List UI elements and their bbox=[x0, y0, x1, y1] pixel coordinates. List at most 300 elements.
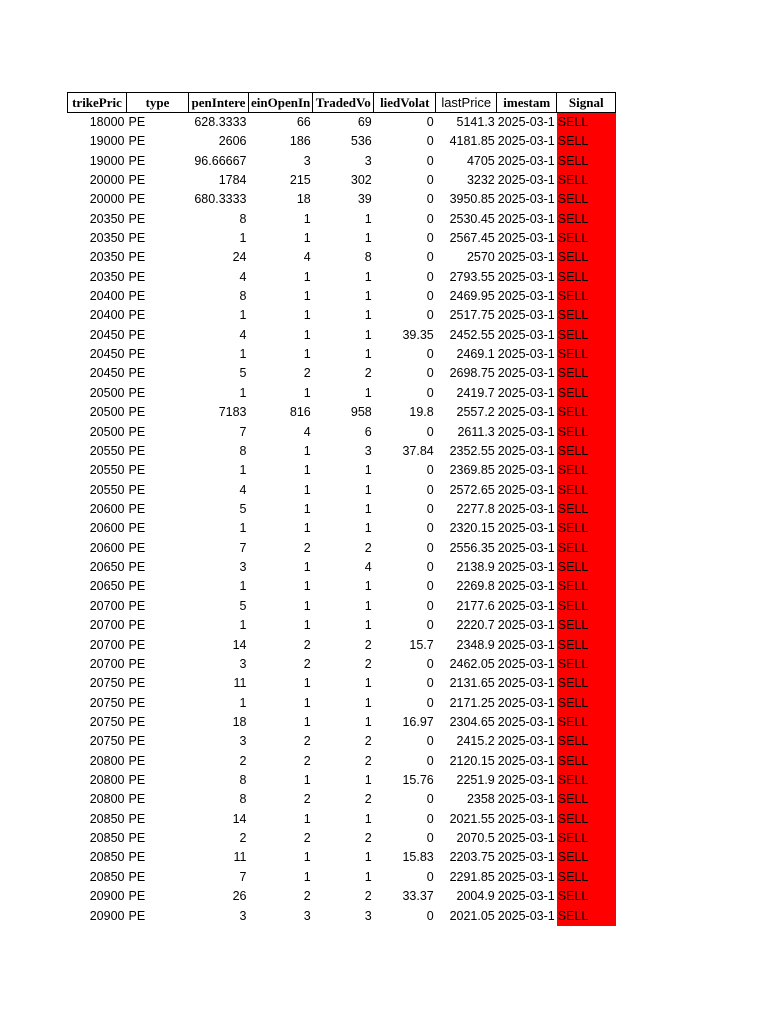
strike-price-cell[interactable]: 19000 bbox=[89, 153, 125, 168]
strike-price-cell[interactable]: 20900 bbox=[89, 889, 125, 904]
traded-volume-cell[interactable]: 1 bbox=[364, 463, 372, 478]
last-price-cell[interactable]: 2419.7 bbox=[456, 385, 495, 400]
implied-volatility-cell[interactable]: 0 bbox=[426, 308, 434, 323]
last-price-cell[interactable]: 2358 bbox=[466, 792, 495, 807]
strike-price-cell[interactable]: 20450 bbox=[89, 366, 125, 381]
traded-volume-cell[interactable]: 2 bbox=[364, 753, 372, 768]
open-interest-cell[interactable]: 3 bbox=[239, 734, 247, 749]
type-cell[interactable]: PE bbox=[128, 250, 146, 265]
strike-price-cell[interactable]: 20850 bbox=[89, 811, 125, 826]
signal-cell[interactable]: SELL bbox=[557, 693, 616, 712]
open-interest-cell[interactable]: 5 bbox=[239, 502, 247, 516]
strike-price-cell[interactable]: 20350 bbox=[89, 250, 125, 265]
traded-volume-cell[interactable]: 1 bbox=[364, 714, 372, 729]
type-cell[interactable]: PE bbox=[128, 734, 146, 749]
implied-volatility-cell[interactable]: 0 bbox=[426, 908, 434, 923]
change-oi-cell[interactable]: 1 bbox=[303, 618, 311, 633]
timestamp-cell[interactable]: 2025-03-1 bbox=[497, 869, 555, 884]
open-interest-cell[interactable]: 7183 bbox=[218, 405, 247, 420]
signal-cell[interactable]: SELL bbox=[557, 268, 616, 287]
traded-volume-cell[interactable]: 3 bbox=[364, 443, 372, 458]
strike-price-cell[interactable]: 20550 bbox=[89, 443, 125, 458]
last-price-cell[interactable]: 2557.2 bbox=[456, 405, 495, 420]
strike-price-cell[interactable]: 20850 bbox=[89, 831, 125, 846]
traded-volume-cell[interactable]: 1 bbox=[364, 618, 372, 633]
implied-volatility-cell[interactable]: 0 bbox=[426, 172, 434, 187]
strike-price-cell[interactable]: 20350 bbox=[89, 269, 125, 284]
traded-volume-cell[interactable]: 2 bbox=[364, 656, 372, 671]
type-cell[interactable]: PE bbox=[128, 540, 146, 555]
last-price-cell[interactable]: 2131.65 bbox=[449, 676, 495, 691]
change-oi-cell[interactable]: 1 bbox=[303, 482, 311, 497]
type-cell[interactable]: PE bbox=[128, 695, 146, 710]
last-price-cell[interactable]: 2530.45 bbox=[449, 211, 495, 226]
open-interest-cell[interactable]: 1 bbox=[239, 385, 247, 400]
type-cell[interactable]: PE bbox=[128, 269, 146, 284]
implied-volatility-cell[interactable]: 0 bbox=[426, 618, 434, 633]
implied-volatility-cell[interactable]: 0 bbox=[426, 289, 434, 304]
change-oi-cell[interactable]: 1 bbox=[303, 502, 311, 516]
implied-volatility-cell[interactable]: 15.83 bbox=[402, 850, 434, 865]
type-cell[interactable]: PE bbox=[128, 424, 146, 439]
implied-volatility-cell[interactable]: 37.84 bbox=[402, 443, 434, 458]
last-price-cell[interactable]: 4181.85 bbox=[449, 134, 495, 149]
traded-volume-cell[interactable]: 1 bbox=[364, 385, 372, 400]
signal-cell[interactable]: SELL bbox=[557, 190, 616, 209]
traded-volume-cell[interactable]: 1 bbox=[364, 269, 372, 284]
last-price-cell[interactable]: 2220.7 bbox=[456, 618, 495, 633]
implied-volatility-cell[interactable]: 0 bbox=[426, 115, 434, 129]
implied-volatility-cell[interactable]: 0 bbox=[426, 192, 434, 207]
type-cell[interactable]: PE bbox=[128, 773, 146, 788]
open-interest-cell[interactable]: 3 bbox=[239, 656, 247, 671]
signal-cell[interactable]: SELL bbox=[557, 461, 616, 480]
timestamp-cell[interactable]: 2025-03-1 bbox=[497, 753, 555, 768]
strike-price-cell[interactable]: 20900 bbox=[89, 908, 125, 923]
implied-volatility-cell[interactable]: 0 bbox=[426, 656, 434, 671]
open-interest-cell[interactable]: 1 bbox=[239, 521, 247, 536]
timestamp-cell[interactable]: 2025-03-1 bbox=[497, 366, 555, 381]
type-cell[interactable]: PE bbox=[128, 482, 146, 497]
traded-volume-cell[interactable]: 8 bbox=[364, 250, 372, 265]
signal-cell[interactable]: SELL bbox=[557, 113, 616, 133]
timestamp-cell[interactable]: 2025-03-1 bbox=[497, 115, 555, 129]
last-price-cell[interactable]: 3232 bbox=[466, 172, 495, 187]
timestamp-cell[interactable]: 2025-03-1 bbox=[497, 502, 555, 516]
type-cell[interactable]: PE bbox=[128, 579, 146, 594]
type-cell[interactable]: PE bbox=[128, 115, 146, 129]
signal-cell[interactable]: SELL bbox=[557, 558, 616, 577]
open-interest-cell[interactable]: 1 bbox=[239, 463, 247, 478]
strike-price-cell[interactable]: 20700 bbox=[89, 598, 125, 613]
change-oi-cell[interactable]: 1 bbox=[303, 230, 311, 245]
last-price-cell[interactable]: 2369.85 bbox=[449, 463, 495, 478]
signal-cell[interactable]: SELL bbox=[557, 635, 616, 654]
last-price-cell[interactable]: 2517.75 bbox=[449, 308, 495, 323]
open-interest-cell[interactable]: 1 bbox=[239, 695, 247, 710]
signal-cell[interactable]: SELL bbox=[557, 597, 616, 616]
open-interest-cell[interactable]: 3 bbox=[239, 908, 247, 923]
signal-cell[interactable]: SELL bbox=[557, 829, 616, 848]
strike-price-cell[interactable]: 20600 bbox=[89, 540, 125, 555]
traded-volume-cell[interactable]: 1 bbox=[364, 289, 372, 304]
signal-cell[interactable]: SELL bbox=[557, 539, 616, 558]
change-oi-cell[interactable]: 1 bbox=[303, 521, 311, 536]
signal-cell[interactable]: SELL bbox=[557, 713, 616, 732]
timestamp-cell[interactable]: 2025-03-1 bbox=[497, 521, 555, 536]
timestamp-cell[interactable]: 2025-03-1 bbox=[497, 618, 555, 633]
strike-price-cell[interactable]: 19000 bbox=[89, 134, 125, 149]
open-interest-cell[interactable]: 5 bbox=[239, 598, 247, 613]
open-interest-cell[interactable]: 1 bbox=[239, 579, 247, 594]
signal-cell[interactable]: SELL bbox=[557, 171, 616, 190]
open-interest-cell[interactable]: 7 bbox=[239, 869, 247, 884]
traded-volume-cell[interactable]: 2 bbox=[364, 540, 372, 555]
type-cell[interactable]: PE bbox=[128, 405, 146, 420]
timestamp-cell[interactable]: 2025-03-1 bbox=[497, 714, 555, 729]
open-interest-cell[interactable]: 3 bbox=[239, 560, 247, 575]
timestamp-cell[interactable]: 2025-03-1 bbox=[497, 289, 555, 304]
header-change-in-open-interest[interactable]: einOpenIn bbox=[249, 93, 313, 113]
traded-volume-cell[interactable]: 2 bbox=[364, 831, 372, 846]
type-cell[interactable]: PE bbox=[128, 831, 146, 846]
last-price-cell[interactable]: 2462.05 bbox=[449, 656, 495, 671]
type-cell[interactable]: PE bbox=[128, 850, 146, 865]
traded-volume-cell[interactable]: 958 bbox=[350, 405, 372, 420]
type-cell[interactable]: PE bbox=[128, 908, 146, 923]
timestamp-cell[interactable]: 2025-03-1 bbox=[497, 424, 555, 439]
open-interest-cell[interactable]: 628.3333 bbox=[194, 115, 247, 129]
last-price-cell[interactable]: 2567.45 bbox=[449, 230, 495, 245]
traded-volume-cell[interactable]: 1 bbox=[364, 347, 372, 362]
implied-volatility-cell[interactable]: 0 bbox=[426, 347, 434, 362]
traded-volume-cell[interactable]: 1 bbox=[364, 579, 372, 594]
change-oi-cell[interactable]: 1 bbox=[303, 385, 311, 400]
traded-volume-cell[interactable]: 69 bbox=[357, 115, 372, 129]
open-interest-cell[interactable]: 26 bbox=[232, 889, 247, 904]
change-oi-cell[interactable]: 1 bbox=[303, 463, 311, 478]
open-interest-cell[interactable]: 7 bbox=[239, 540, 247, 555]
open-interest-cell[interactable]: 11 bbox=[233, 676, 247, 691]
strike-price-cell[interactable]: 20750 bbox=[89, 714, 125, 729]
open-interest-cell[interactable]: 14 bbox=[232, 811, 247, 826]
change-oi-cell[interactable]: 1 bbox=[303, 773, 311, 788]
timestamp-cell[interactable]: 2025-03-1 bbox=[497, 579, 555, 594]
change-oi-cell[interactable]: 1 bbox=[303, 443, 311, 458]
traded-volume-cell[interactable]: 2 bbox=[364, 637, 372, 652]
timestamp-cell[interactable]: 2025-03-1 bbox=[497, 598, 555, 613]
implied-volatility-cell[interactable]: 0 bbox=[426, 579, 434, 594]
timestamp-cell[interactable]: 2025-03-1 bbox=[497, 676, 555, 691]
implied-volatility-cell[interactable]: 15.76 bbox=[402, 773, 434, 788]
signal-cell[interactable]: SELL bbox=[557, 655, 616, 674]
change-oi-cell[interactable]: 4 bbox=[303, 424, 311, 439]
strike-price-cell[interactable]: 20500 bbox=[89, 424, 125, 439]
open-interest-cell[interactable]: 8 bbox=[239, 773, 247, 788]
implied-volatility-cell[interactable]: 0 bbox=[426, 211, 434, 226]
open-interest-cell[interactable]: 7 bbox=[239, 424, 247, 439]
type-cell[interactable]: PE bbox=[128, 869, 146, 884]
signal-cell[interactable]: SELL bbox=[557, 422, 616, 441]
implied-volatility-cell[interactable]: 0 bbox=[426, 134, 434, 149]
implied-volatility-cell[interactable]: 39.35 bbox=[402, 327, 434, 342]
last-price-cell[interactable]: 5141.3 bbox=[456, 115, 495, 129]
type-cell[interactable]: PE bbox=[128, 792, 146, 807]
open-interest-cell[interactable]: 1 bbox=[239, 347, 247, 362]
implied-volatility-cell[interactable]: 0 bbox=[426, 424, 434, 439]
type-cell[interactable]: PE bbox=[128, 347, 146, 362]
traded-volume-cell[interactable]: 1 bbox=[364, 773, 372, 788]
type-cell[interactable]: PE bbox=[128, 134, 146, 149]
last-price-cell[interactable]: 2203.75 bbox=[449, 850, 495, 865]
timestamp-cell[interactable]: 2025-03-1 bbox=[497, 482, 555, 497]
signal-cell[interactable]: SELL bbox=[557, 752, 616, 771]
change-oi-cell[interactable]: 2 bbox=[303, 831, 311, 846]
traded-volume-cell[interactable]: 4 bbox=[364, 560, 372, 575]
strike-price-cell[interactable]: 20800 bbox=[89, 773, 125, 788]
traded-volume-cell[interactable]: 2 bbox=[364, 889, 372, 904]
header-signal[interactable]: Signal bbox=[557, 93, 616, 113]
type-cell[interactable]: PE bbox=[128, 289, 146, 304]
strike-price-cell[interactable]: 20800 bbox=[89, 753, 125, 768]
last-price-cell[interactable]: 2611.3 bbox=[457, 424, 495, 439]
traded-volume-cell[interactable]: 1 bbox=[364, 327, 372, 342]
signal-cell[interactable]: SELL bbox=[557, 151, 616, 170]
open-interest-cell[interactable]: 1 bbox=[239, 618, 247, 633]
change-oi-cell[interactable]: 1 bbox=[303, 869, 311, 884]
strike-price-cell[interactable]: 20750 bbox=[89, 695, 125, 710]
timestamp-cell[interactable]: 2025-03-1 bbox=[497, 443, 555, 458]
signal-cell[interactable]: SELL bbox=[557, 577, 616, 596]
header-type[interactable]: type bbox=[127, 93, 189, 113]
last-price-cell[interactable]: 2698.75 bbox=[449, 366, 495, 381]
change-oi-cell[interactable]: 2 bbox=[303, 366, 311, 381]
signal-cell[interactable]: SELL bbox=[557, 480, 616, 499]
timestamp-cell[interactable]: 2025-03-1 bbox=[497, 269, 555, 284]
timestamp-cell[interactable]: 2025-03-1 bbox=[497, 463, 555, 478]
change-oi-cell[interactable]: 2 bbox=[303, 889, 311, 904]
implied-volatility-cell[interactable]: 0 bbox=[426, 598, 434, 613]
type-cell[interactable]: PE bbox=[128, 753, 146, 768]
last-price-cell[interactable]: 2070.5 bbox=[456, 831, 495, 846]
last-price-cell[interactable]: 2348.9 bbox=[456, 637, 495, 652]
last-price-cell[interactable]: 2556.35 bbox=[449, 540, 495, 555]
timestamp-cell[interactable]: 2025-03-1 bbox=[497, 831, 555, 846]
strike-price-cell[interactable]: 20650 bbox=[89, 579, 125, 594]
implied-volatility-cell[interactable]: 16.97 bbox=[402, 714, 434, 729]
strike-price-cell[interactable]: 18000 bbox=[89, 115, 125, 129]
change-oi-cell[interactable]: 1 bbox=[303, 714, 311, 729]
traded-volume-cell[interactable]: 1 bbox=[364, 521, 372, 536]
implied-volatility-cell[interactable]: 0 bbox=[426, 831, 434, 846]
signal-cell[interactable]: SELL bbox=[557, 519, 616, 538]
last-price-cell[interactable]: 2452.55 bbox=[449, 327, 495, 342]
open-interest-cell[interactable]: 1784 bbox=[218, 172, 247, 187]
traded-volume-cell[interactable]: 1 bbox=[364, 230, 372, 245]
signal-cell[interactable]: SELL bbox=[557, 384, 616, 403]
traded-volume-cell[interactable]: 1 bbox=[364, 502, 372, 516]
timestamp-cell[interactable]: 2025-03-1 bbox=[497, 211, 555, 226]
open-interest-cell[interactable]: 18 bbox=[232, 714, 247, 729]
strike-price-cell[interactable]: 20450 bbox=[89, 347, 125, 362]
header-implied-volatility[interactable]: liedVolat bbox=[374, 93, 436, 113]
timestamp-cell[interactable]: 2025-03-1 bbox=[497, 792, 555, 807]
traded-volume-cell[interactable]: 3 bbox=[364, 908, 372, 923]
traded-volume-cell[interactable]: 1 bbox=[364, 676, 372, 691]
implied-volatility-cell[interactable]: 0 bbox=[426, 734, 434, 749]
open-interest-cell[interactable]: 4 bbox=[239, 269, 247, 284]
signal-cell[interactable]: SELL bbox=[557, 345, 616, 364]
timestamp-cell[interactable]: 2025-03-1 bbox=[497, 560, 555, 575]
type-cell[interactable]: PE bbox=[128, 656, 146, 671]
type-cell[interactable]: PE bbox=[128, 714, 146, 729]
type-cell[interactable]: PE bbox=[128, 327, 146, 342]
signal-cell[interactable]: SELL bbox=[557, 364, 616, 383]
implied-volatility-cell[interactable]: 0 bbox=[426, 269, 434, 284]
open-interest-cell[interactable]: 8 bbox=[239, 443, 247, 458]
type-cell[interactable]: PE bbox=[128, 811, 146, 826]
strike-price-cell[interactable]: 20000 bbox=[89, 192, 125, 207]
strike-price-cell[interactable]: 20850 bbox=[89, 869, 125, 884]
last-price-cell[interactable]: 2251.9 bbox=[456, 773, 495, 788]
timestamp-cell[interactable]: 2025-03-1 bbox=[497, 327, 555, 342]
timestamp-cell[interactable]: 2025-03-1 bbox=[497, 540, 555, 555]
strike-price-cell[interactable]: 20550 bbox=[89, 463, 125, 478]
open-interest-cell[interactable]: 8 bbox=[239, 289, 247, 304]
open-interest-cell[interactable]: 1 bbox=[239, 308, 247, 323]
type-cell[interactable]: PE bbox=[128, 618, 146, 633]
change-oi-cell[interactable]: 1 bbox=[303, 308, 311, 323]
implied-volatility-cell[interactable]: 0 bbox=[426, 463, 434, 478]
strike-price-cell[interactable]: 20700 bbox=[89, 656, 125, 671]
implied-volatility-cell[interactable]: 0 bbox=[426, 366, 434, 381]
open-interest-cell[interactable]: 680.3333 bbox=[194, 192, 247, 207]
change-oi-cell[interactable]: 1 bbox=[303, 211, 311, 226]
traded-volume-cell[interactable]: 302 bbox=[350, 172, 372, 187]
timestamp-cell[interactable]: 2025-03-1 bbox=[497, 308, 555, 323]
open-interest-cell[interactable]: 2606 bbox=[218, 134, 247, 149]
implied-volatility-cell[interactable]: 0 bbox=[426, 540, 434, 555]
change-oi-cell[interactable]: 1 bbox=[303, 579, 311, 594]
last-price-cell[interactable]: 2572.65 bbox=[449, 482, 495, 497]
change-oi-cell[interactable]: 2 bbox=[303, 753, 311, 768]
change-oi-cell[interactable]: 1 bbox=[303, 327, 311, 342]
signal-cell[interactable]: SELL bbox=[557, 868, 616, 887]
strike-price-cell[interactable]: 20700 bbox=[89, 637, 125, 652]
type-cell[interactable]: PE bbox=[128, 366, 146, 381]
type-cell[interactable]: PE bbox=[128, 502, 146, 516]
change-oi-cell[interactable]: 215 bbox=[289, 172, 311, 187]
open-interest-cell[interactable]: 8 bbox=[239, 211, 247, 226]
traded-volume-cell[interactable]: 1 bbox=[364, 211, 372, 226]
change-oi-cell[interactable]: 4 bbox=[303, 250, 311, 265]
signal-cell[interactable]: SELL bbox=[557, 132, 616, 151]
type-cell[interactable]: PE bbox=[128, 463, 146, 478]
implied-volatility-cell[interactable]: 15.7 bbox=[409, 637, 434, 652]
timestamp-cell[interactable]: 2025-03-1 bbox=[497, 230, 555, 245]
open-interest-cell[interactable]: 2 bbox=[239, 753, 247, 768]
open-interest-cell[interactable]: 4 bbox=[239, 327, 247, 342]
timestamp-cell[interactable]: 2025-03-1 bbox=[497, 405, 555, 420]
implied-volatility-cell[interactable]: 0 bbox=[426, 869, 434, 884]
open-interest-cell[interactable]: 5 bbox=[239, 366, 247, 381]
change-oi-cell[interactable]: 1 bbox=[303, 269, 311, 284]
open-interest-cell[interactable]: 8 bbox=[239, 792, 247, 807]
type-cell[interactable]: PE bbox=[128, 308, 146, 323]
timestamp-cell[interactable]: 2025-03-1 bbox=[497, 656, 555, 671]
header-last-price[interactable]: lastPrice bbox=[436, 93, 497, 113]
type-cell[interactable]: PE bbox=[128, 521, 146, 536]
strike-price-cell[interactable]: 20000 bbox=[89, 172, 125, 187]
signal-cell[interactable]: SELL bbox=[557, 906, 616, 925]
implied-volatility-cell[interactable]: 0 bbox=[426, 521, 434, 536]
traded-volume-cell[interactable]: 1 bbox=[364, 482, 372, 497]
last-price-cell[interactable]: 2320.15 bbox=[449, 521, 495, 536]
timestamp-cell[interactable]: 2025-03-1 bbox=[497, 889, 555, 904]
timestamp-cell[interactable]: 2025-03-1 bbox=[497, 347, 555, 362]
type-cell[interactable]: PE bbox=[128, 889, 146, 904]
last-price-cell[interactable]: 2269.8 bbox=[456, 579, 495, 594]
change-oi-cell[interactable]: 1 bbox=[303, 811, 311, 826]
open-interest-cell[interactable]: 4 bbox=[239, 482, 247, 497]
type-cell[interactable]: PE bbox=[128, 598, 146, 613]
traded-volume-cell[interactable]: 1 bbox=[364, 308, 372, 323]
header-strike-price[interactable]: trikePric bbox=[68, 93, 127, 113]
open-interest-cell[interactable]: 96.66667 bbox=[194, 153, 247, 168]
traded-volume-cell[interactable]: 39 bbox=[357, 192, 372, 207]
type-cell[interactable]: PE bbox=[128, 230, 146, 245]
open-interest-cell[interactable]: 14 bbox=[232, 637, 247, 652]
timestamp-cell[interactable]: 2025-03-1 bbox=[497, 695, 555, 710]
signal-cell[interactable]: SELL bbox=[557, 616, 616, 635]
implied-volatility-cell[interactable]: 0 bbox=[426, 811, 434, 826]
strike-price-cell[interactable]: 20400 bbox=[89, 289, 125, 304]
implied-volatility-cell[interactable]: 0 bbox=[426, 676, 434, 691]
timestamp-cell[interactable]: 2025-03-1 bbox=[497, 172, 555, 187]
timestamp-cell[interactable]: 2025-03-1 bbox=[497, 811, 555, 826]
last-price-cell[interactable]: 2177.6 bbox=[456, 598, 495, 613]
implied-volatility-cell[interactable]: 0 bbox=[426, 250, 434, 265]
change-oi-cell[interactable]: 1 bbox=[303, 560, 311, 575]
strike-price-cell[interactable]: 20700 bbox=[89, 618, 125, 633]
implied-volatility-cell[interactable]: 33.37 bbox=[402, 889, 434, 904]
signal-cell[interactable]: SELL bbox=[557, 790, 616, 809]
type-cell[interactable]: PE bbox=[128, 676, 146, 691]
signal-cell[interactable]: SELL bbox=[557, 500, 616, 519]
signal-cell[interactable]: SELL bbox=[557, 674, 616, 693]
change-oi-cell[interactable]: 1 bbox=[303, 676, 311, 691]
change-oi-cell[interactable]: 1 bbox=[303, 695, 311, 710]
timestamp-cell[interactable]: 2025-03-1 bbox=[497, 637, 555, 652]
traded-volume-cell[interactable]: 2 bbox=[364, 792, 372, 807]
signal-cell[interactable]: SELL bbox=[557, 209, 616, 228]
traded-volume-cell[interactable]: 2 bbox=[364, 366, 372, 381]
type-cell[interactable]: PE bbox=[128, 385, 146, 400]
type-cell[interactable]: PE bbox=[128, 560, 146, 575]
traded-volume-cell[interactable]: 2 bbox=[364, 734, 372, 749]
change-oi-cell[interactable]: 66 bbox=[296, 115, 311, 129]
type-cell[interactable]: PE bbox=[128, 153, 146, 168]
signal-cell[interactable]: SELL bbox=[557, 732, 616, 751]
implied-volatility-cell[interactable]: 0 bbox=[426, 230, 434, 245]
signal-cell[interactable]: SELL bbox=[557, 442, 616, 461]
last-price-cell[interactable]: 2021.05 bbox=[449, 908, 495, 923]
last-price-cell[interactable]: 2793.55 bbox=[449, 269, 495, 284]
traded-volume-cell[interactable]: 1 bbox=[364, 850, 372, 865]
change-oi-cell[interactable]: 2 bbox=[303, 792, 311, 807]
change-oi-cell[interactable]: 3 bbox=[303, 908, 311, 923]
header-open-interest[interactable]: penIntere bbox=[189, 93, 249, 113]
